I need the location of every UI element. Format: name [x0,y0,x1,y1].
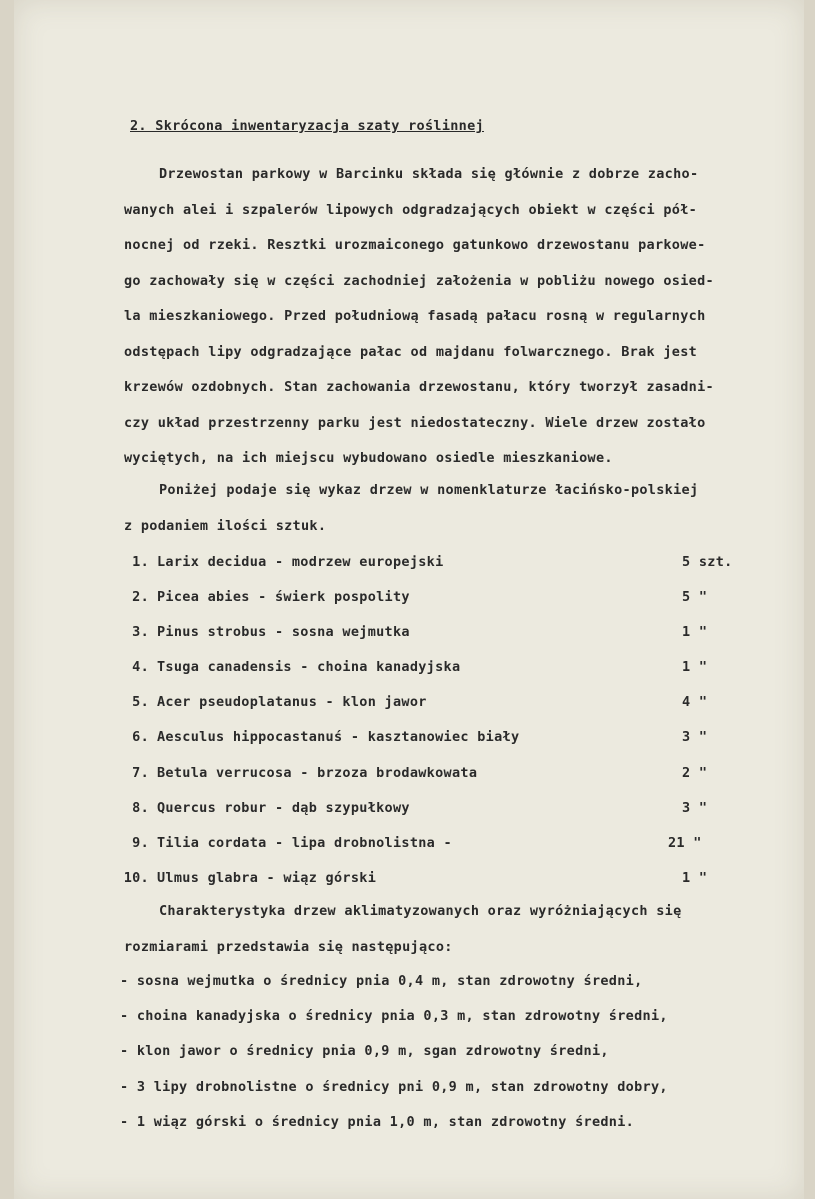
list-item: - sosna wejmutka o średnicy pnia 0,4 m, stan zdrowotny średni, [120,973,643,989]
item-number: 8. [132,799,149,816]
list-item [117,650,742,685]
item-quantity: 1 " [682,659,708,676]
list-item: - klon jawor o średnicy pnia 0,9 m, sgan zdrowotny średni, [120,1043,609,1060]
item-quantity: 2 " [682,764,708,781]
item-number: 4. [132,659,149,676]
characteristics-paragraph [124,894,682,965]
item-number: 10. [123,869,149,886]
list-item [117,791,742,826]
list-item [117,615,742,650]
item-number: 2. [132,589,149,606]
list-item [117,756,742,791]
characteristics-list [120,964,668,1140]
paragraph-line: Charakterystyka drzew aklimatyzowanych oraz wyróżniających się [159,903,682,919]
paragraph-line: wanych alei i szpalerów lipowych odgradzających obiekt w części pół- [124,201,698,218]
item-number: 1. [132,554,149,570]
paragraph-line: rozmiarami przedstawia się następująco: [124,938,453,955]
item-quantity: 3 " [682,729,708,746]
item-name: Pinus strobus - sosna wejmutka [157,624,410,641]
item-number: 3. [132,624,149,641]
item-quantity: 1 " [682,869,708,886]
tree-list [117,545,742,896]
item-name: Quercus robur - dąb szypułkowy [157,799,410,816]
paragraph-line: wyciętych, na ich miejscu wybudowano osiedle mieszkaniowe. [124,450,613,466]
item-name: Tsuga canadensis - choina kanadyjska [157,659,461,676]
item-name: Picea abies - świerk pospolity [157,589,410,606]
paragraph-line: Drzewostan parkowy w Barcinku składa się głównie z dobrze zacho- [159,166,699,182]
item-number: 6. [132,729,149,746]
section-heading: 2. Skrócona inwentaryzacja szaty roślinnej [130,118,484,134]
list-item [117,826,742,861]
paragraph-line: la mieszkaniowego. Przed południową fasadą pałacu rosną w regularnych [124,308,706,324]
list-item [117,685,742,720]
list-item [117,545,742,580]
item-quantity: 21 " [668,834,702,851]
item-name: Betula verrucosa - brzoza brodawkowata [157,764,478,781]
item-quantity: 4 " [682,694,708,711]
item-name: Aesculus hippocastanuś - kasztanowiec biały [157,729,520,746]
paragraph-line: go zachowały się w części zachodniej założenia w pobliżu nowego osied- [124,272,714,289]
item-number: 9. [132,834,149,851]
list-intro-paragraph [124,473,698,544]
list-item: - choina kanadyjska o średnicy pnia 0,3 m, stan zdrowotny średni, [120,1008,668,1025]
item-quantity: 3 " [682,799,708,816]
paragraph-line: nocnej od rzeki. Resztki urozmaiconego gatunkowo drzewostanu parkowe- [124,237,706,253]
item-number: 5. [132,694,149,711]
typewritten-page [14,0,804,1199]
item-quantity: 5 szt. [682,554,733,570]
list-item [117,720,742,755]
item-quantity: 5 " [682,589,708,606]
item-name: Ulmus glabra - wiąz górski [157,869,377,886]
list-item [117,861,742,896]
list-item: - 1 wiąz górski o średnicy pnia 1,0 m, stan zdrowotny średni. [120,1113,635,1130]
paragraph-line: z podaniem ilości sztuk. [124,517,327,534]
item-number: 7. [132,764,149,781]
intro-paragraph [124,157,714,477]
item-name: Larix decidua - modrzew europejski [157,554,444,570]
item-name: Acer pseudoplatanus - klon jawor [157,694,427,711]
list-item [117,580,742,615]
paragraph-line: czy układ przestrzenny parku jest niedostateczny. Wiele drzew zostało [124,414,706,431]
item-quantity: 1 " [682,624,708,641]
item-name: Tilia cordata - lipa drobnolistna - [157,834,452,851]
paragraph-line: krzewów ozdobnych. Stan zachowania drzewostanu, który tworzył zasadni- [124,379,714,395]
list-item: - 3 lipy drobnolistne o średnicy pni 0,9 m, stan zdrowotny dobry, [120,1078,668,1095]
paragraph-line: Poniżej podaje się wykaz drzew w nomenklaturze łacińsko-polskiej [159,482,699,498]
paragraph-line: odstępach lipy odgradzające pałac od majdanu folwarcznego. Brak jest [124,343,698,360]
